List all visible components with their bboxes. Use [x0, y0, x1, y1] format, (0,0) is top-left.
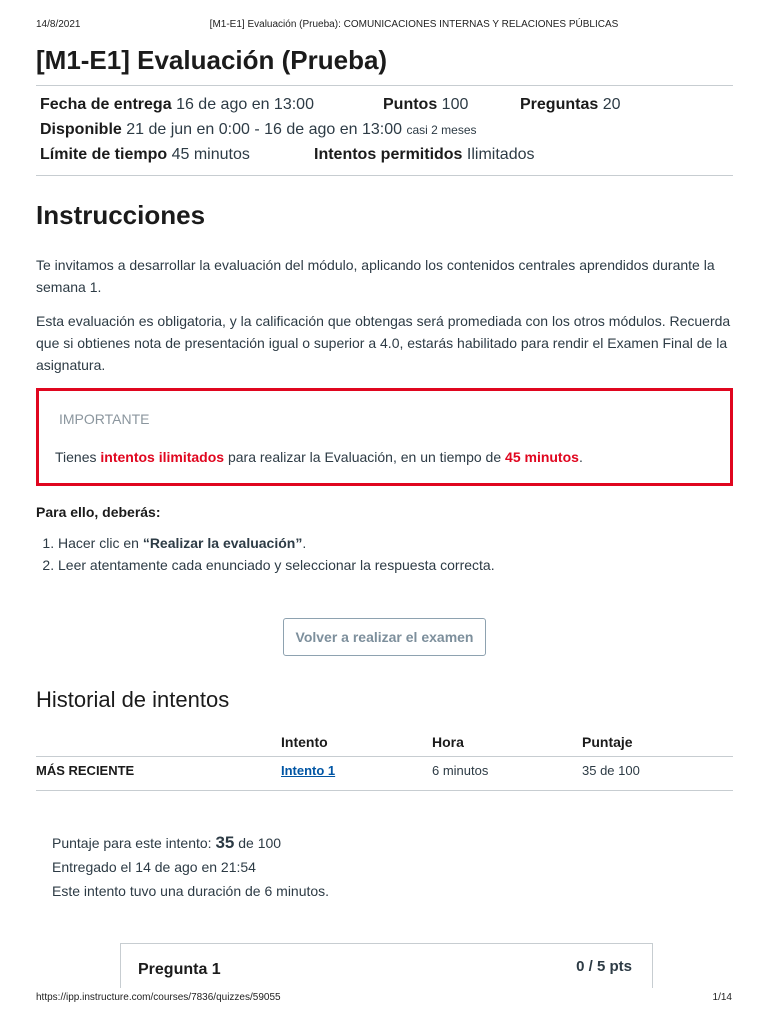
score-cell: 35 de 100 — [582, 757, 733, 791]
availability-value: 21 de jun en 0:00 - 16 de ago en 13:00 — [126, 121, 403, 138]
question-title: Pregunta 1 — [138, 961, 221, 978]
retake-wrapper — [36, 618, 733, 656]
score-suffix: de 100 — [234, 835, 282, 851]
attempt-score — [52, 831, 733, 855]
time-limit — [40, 142, 314, 167]
score-prefix: Puntaje para este intento: — [52, 835, 216, 851]
step-1-suffix: . — [302, 535, 307, 551]
allowed-attempts-value: Ilimitados — [466, 146, 535, 163]
questions-label: Preguntas — [520, 96, 599, 113]
page-title: [M1-E1] Evaluación (Prueba) — [36, 40, 733, 86]
page-number: 1/14 — [712, 992, 732, 1003]
attempt-link[interactable]: Intento 1 — [281, 763, 336, 778]
question-card — [120, 943, 653, 988]
quiz-content — [36, 40, 733, 903]
time-highlight: 45 minutos — [505, 449, 579, 465]
important-text-part: Tienes — [55, 449, 101, 465]
availability-label: Disponible — [40, 121, 122, 138]
points — [383, 92, 520, 117]
step-1 — [58, 532, 733, 554]
steps-heading: Para ello, deberás: — [36, 504, 161, 520]
print-url: https://ipp.instructure.com/courses/7836/quizzes/59055 — [36, 992, 281, 1003]
step-1-text: Hacer clic en — [58, 535, 143, 551]
due-date-value: 16 de ago en 13:00 — [176, 96, 314, 113]
column-header — [36, 728, 281, 757]
instructions-paragraph-1: Te invitamos a desarrollar la evaluación del módulo, aplicando los contenidos centrales aprendidos durante la semana 1. — [36, 257, 715, 295]
table-header-row — [36, 728, 733, 757]
attempt-duration: Este intento tuvo una duración de 6 minutos. — [52, 883, 330, 899]
unlimited-attempts-highlight: intentos ilimitados — [100, 449, 225, 465]
print-header — [36, 19, 732, 33]
points-value: 100 — [441, 96, 469, 113]
submitted-at: Entregado el 14 de ago en 21:54 — [52, 859, 256, 875]
instructions-paragraph-2: Esta evaluación es obligatoria, y la calificación que obtengas será promediada con los otros módulos. Recuerda que si obtienes nota de presentación igual o superior a 4.0, estarás habilitado para rendir el Examen Final de la asignatura. — [36, 313, 731, 373]
instructions-heading: Instrucciones — [36, 200, 206, 230]
time-limit-label: Límite de tiempo — [40, 146, 168, 163]
attempt-summary — [52, 831, 733, 903]
important-text — [55, 449, 714, 465]
step-1-bold: “Realizar la evaluación” — [142, 535, 303, 551]
retake-quiz-button[interactable]: Volver a realizar el examen — [283, 618, 487, 656]
questions-value: 20 — [602, 96, 621, 113]
question-points: 0 / 5 pts — [576, 958, 632, 975]
step-2: 2. Leer atentamente cada enunciado y seleccionar la respuesta correcta. — [58, 554, 733, 576]
attempt-cell — [281, 757, 432, 791]
attempt-history-table — [36, 728, 733, 791]
time-limit-value: 45 minutos — [171, 146, 250, 163]
questions — [520, 92, 621, 117]
score-value: 35 — [215, 833, 235, 852]
allowed-attempts — [314, 142, 534, 167]
print-date: 14/8/2021 — [36, 19, 81, 30]
quiz-details — [36, 86, 733, 176]
due-date-label: Fecha de entrega — [40, 96, 172, 113]
points-label: Puntos — [383, 96, 438, 113]
time-cell: 6 minutos — [432, 757, 582, 791]
due-date — [40, 92, 383, 117]
steps-list — [36, 532, 733, 576]
availability — [40, 117, 477, 143]
important-notice — [36, 388, 733, 486]
availability-note: casi 2 meses — [406, 123, 477, 137]
print-title: [M1-E1] Evaluación (Prueba): COMUNICACIONES INTERNAS Y RELACIONES PÚBLICAS — [209, 19, 619, 30]
table-row — [36, 757, 733, 791]
important-text-part: . — [578, 449, 583, 465]
print-footer — [36, 992, 732, 1006]
column-header-attempt: Intento — [281, 728, 432, 757]
attempt-history-heading: Historial de intentos — [36, 687, 230, 712]
column-header-time: Hora — [432, 728, 582, 757]
important-text-part: para realizar la Evaluación, en un tiempo de — [224, 449, 506, 465]
column-header-score: Puntaje — [582, 728, 733, 757]
row-label: MÁS RECIENTE — [36, 757, 281, 791]
important-title: IMPORTANTE — [59, 411, 150, 427]
allowed-attempts-label: Intentos permitidos — [314, 146, 463, 163]
